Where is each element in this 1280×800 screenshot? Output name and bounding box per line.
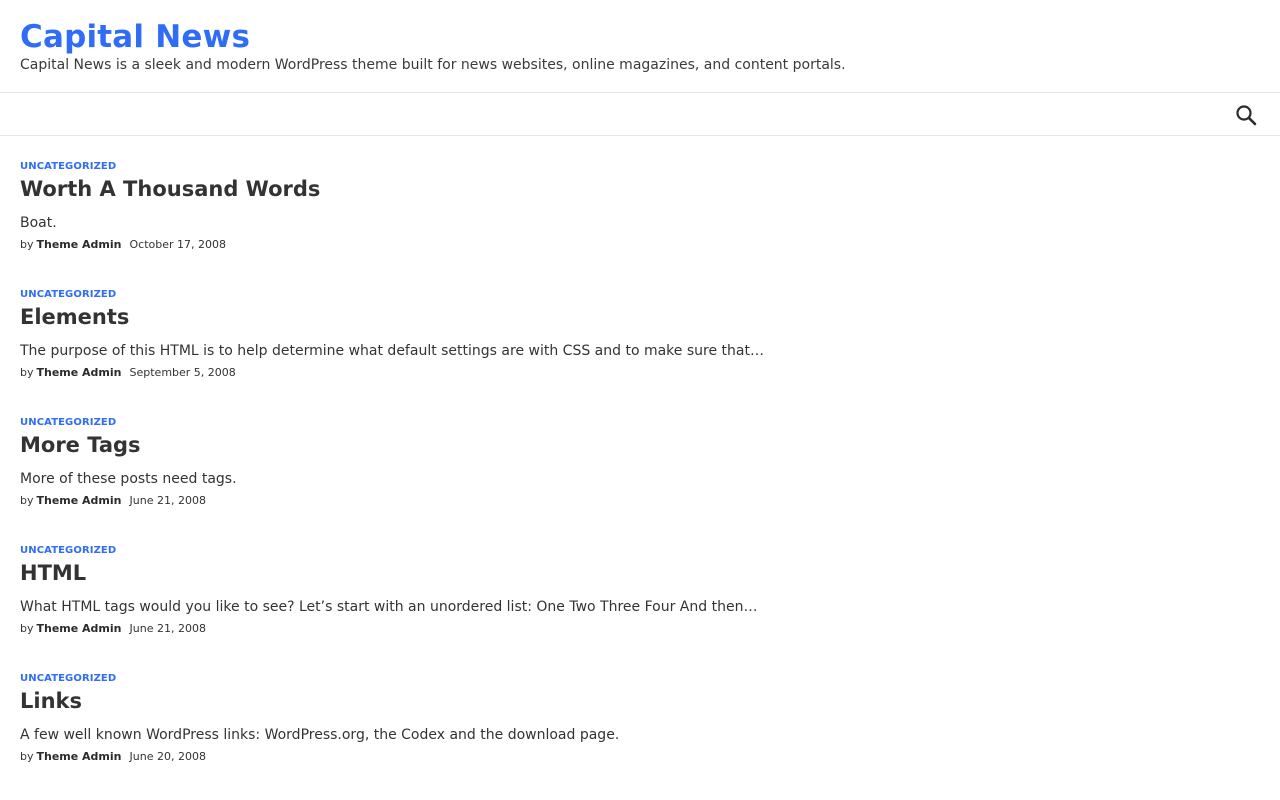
post-category-link[interactable]: UNCATEGORIZED	[20, 673, 117, 684]
post-title-link[interactable]: Worth A Thousand Words	[20, 177, 321, 201]
post-author-link[interactable]: Theme Admin	[36, 366, 122, 379]
post-category-link[interactable]: UNCATEGORIZED	[20, 545, 117, 556]
post-title-link[interactable]: More Tags	[20, 433, 141, 457]
post-meta-by: by	[20, 238, 34, 251]
post-title-link[interactable]: HTML	[20, 561, 87, 585]
site-description: Capital News is a sleek and modern WordPress theme built for news websites, online magazines, and content portals.	[20, 57, 846, 73]
post-date: September 5, 2008	[129, 366, 236, 379]
post-date: June 21, 2008	[129, 494, 206, 507]
post-date: June 21, 2008	[129, 622, 206, 635]
post-excerpt: A few well known WordPress links: WordPress.org, the Codex and the download page.	[20, 727, 620, 743]
post-item	[20, 289, 1260, 417]
post-meta-by: by	[20, 366, 34, 379]
post-category-link[interactable]: UNCATEGORIZED	[20, 161, 117, 172]
site-title[interactable]: Capital News	[20, 19, 251, 55]
post-excerpt: Boat.	[20, 215, 57, 231]
site-header	[0, 0, 1280, 93]
post-excerpt: More of these posts need tags.	[20, 471, 237, 487]
post-category-link[interactable]: UNCATEGORIZED	[20, 417, 117, 428]
post-excerpt: What HTML tags would you like to see? Let’s start with an unordered list: One Two Three Four And then…	[20, 599, 758, 615]
post-meta-by: by	[20, 494, 34, 507]
post-meta	[20, 238, 226, 252]
post-meta-by: by	[20, 622, 34, 635]
post-title-link[interactable]: Elements	[20, 305, 130, 329]
primary-navigation	[0, 93, 1280, 136]
post-date: June 20, 2008	[129, 750, 206, 763]
post-meta	[20, 366, 236, 380]
post-date: October 17, 2008	[129, 238, 227, 251]
post-meta	[20, 622, 206, 636]
post-author-link[interactable]: Theme Admin	[36, 494, 122, 507]
post-author-link[interactable]: Theme Admin	[36, 622, 122, 635]
post-title-link[interactable]: Links	[20, 689, 82, 713]
post-meta	[20, 750, 206, 764]
search-icon[interactable]	[1234, 103, 1258, 127]
post-category-link[interactable]: UNCATEGORIZED	[20, 289, 117, 300]
post-author-link[interactable]: Theme Admin	[36, 750, 122, 763]
post-meta-by: by	[20, 750, 34, 763]
post-author-link[interactable]: Theme Admin	[36, 238, 122, 251]
post-item	[20, 417, 1260, 545]
post-excerpt: The purpose of this HTML is to help determine what default settings are with CSS and to make sure that…	[20, 343, 764, 359]
post-item	[20, 673, 1260, 800]
post-item	[20, 545, 1260, 673]
post-item	[20, 161, 1260, 289]
post-meta	[20, 494, 206, 508]
